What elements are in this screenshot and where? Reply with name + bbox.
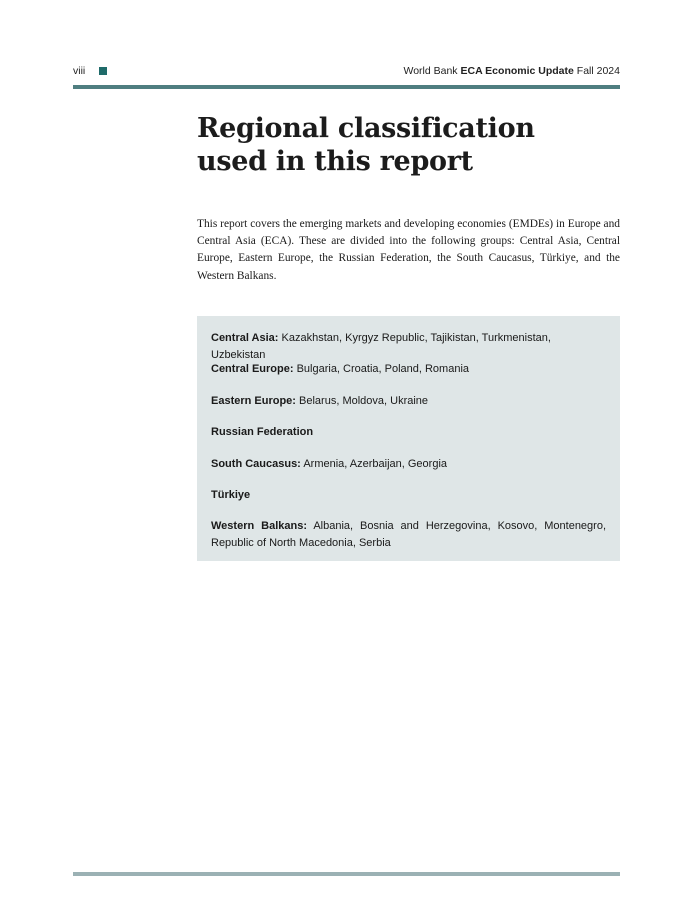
region-group-south-caucasus (211, 456, 606, 473)
region-countries: Armenia, Azerbaijan, Georgia (303, 458, 447, 470)
page-title-line-2: used in this report (197, 146, 473, 177)
publisher-name: World Bank (403, 65, 458, 77)
region-name: Russian Federation (211, 426, 314, 438)
header-rule (73, 85, 620, 89)
footer-rule (73, 872, 620, 876)
page-title-line-1: Regional classification (197, 113, 535, 144)
region-name: Central Asia: (211, 332, 279, 344)
region-name: Türkiye (211, 489, 251, 501)
region-countries: Belarus, Moldova, Ukraine (299, 395, 429, 407)
page-title (197, 112, 617, 178)
region-name: South Caucasus: (211, 458, 301, 470)
running-title (403, 64, 620, 78)
region-group-central-europe (211, 361, 606, 378)
region-classification-box (197, 316, 620, 561)
running-header (73, 64, 620, 80)
intro-paragraph: This report covers the emerging markets and developing economies (EMDEs) in Europe and Central Asia (ECA). These are divided into the following groups: Central Asia, Central Europe, Eastern Europe, the Russian Federation, the South Caucasus, Türkiye, and the Western Balkans. (197, 218, 620, 282)
region-group-turkiye (211, 487, 606, 504)
region-countries: Bulgaria, Croatia, Poland, Romania (296, 363, 470, 375)
region-name: Eastern Europe: (211, 395, 296, 407)
region-name: Central Europe: (211, 363, 294, 375)
region-group-eastern-europe (211, 393, 606, 410)
region-countries: Albania, Bosnia and Herzegovina, Kosovo, Montenegro, Republic of North Macedonia, Serbia (211, 520, 607, 549)
region-group-western-balkans (211, 518, 606, 551)
report-name: ECA Economic Update (460, 65, 574, 77)
region-countries: Kazakhstan, Kyrgyz Republic, Tajikistan, Turkmenistan, Uzbekistan (211, 332, 551, 361)
page-marker-square (99, 67, 107, 75)
edition: Fall 2024 (576, 65, 620, 77)
page-number: viii (73, 65, 86, 77)
region-group-russian-federation (211, 424, 606, 441)
region-name: Western Balkans: (211, 520, 307, 532)
region-group-central-asia (211, 330, 606, 363)
